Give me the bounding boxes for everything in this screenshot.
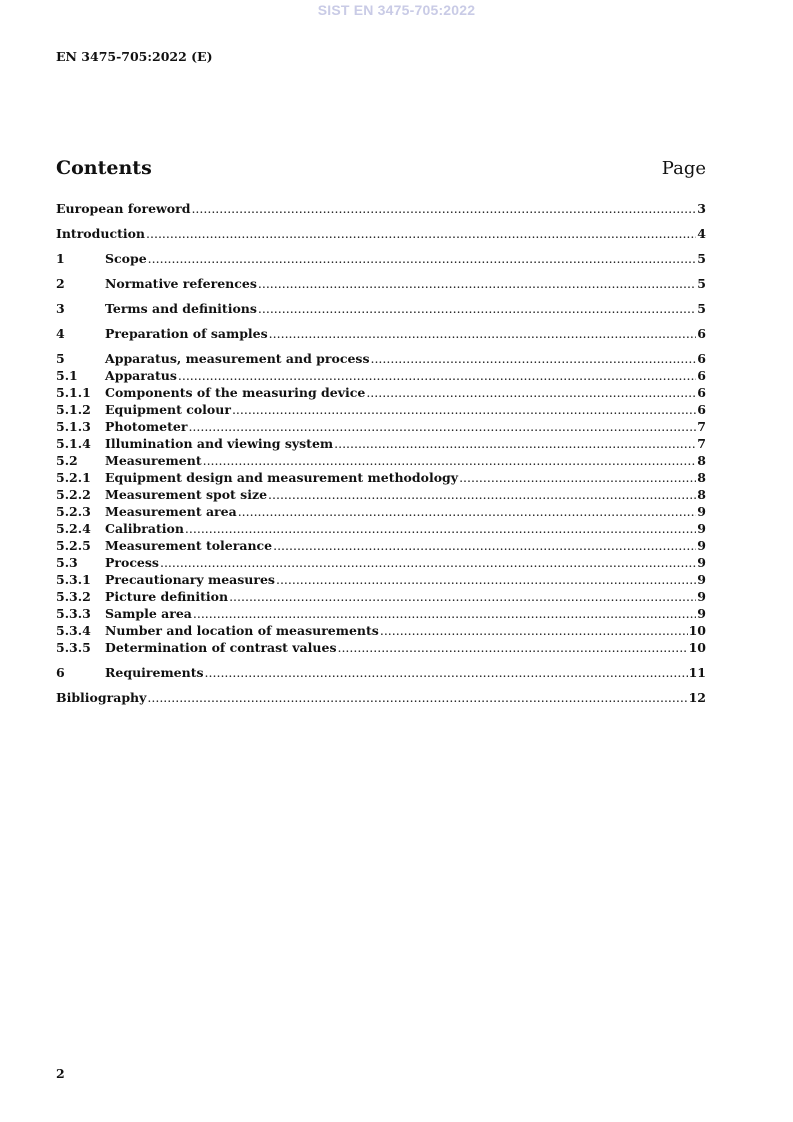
toc-dot-leader: [370, 350, 696, 367]
toc-entry-title: Terms and definitions: [105, 301, 257, 316]
toc-entry-title: Apparatus, measurement and process: [105, 351, 370, 366]
toc-entry[interactable]: [56, 367, 706, 384]
toc-entry-number: 5.3: [56, 555, 78, 570]
toc-dot-leader: [459, 469, 696, 486]
toc-entry-page: 12: [688, 690, 706, 705]
toc-entry-number: 1: [56, 251, 65, 266]
toc-dot-leader: [205, 664, 688, 681]
toc-entry-title: Introduction: [56, 226, 146, 241]
toc-dot-leader: [276, 571, 696, 588]
toc-entry[interactable]: [56, 250, 706, 267]
toc-entry-title: Precautionary measures: [105, 572, 275, 587]
toc-entry-page: 9: [697, 606, 706, 621]
toc-entry-number: 5.2.5: [56, 538, 91, 553]
toc-entry-title: Sample area: [105, 606, 192, 621]
toc-entry[interactable]: [56, 554, 706, 571]
toc-entry[interactable]: [56, 486, 706, 503]
toc-entry-title: Requirements: [105, 665, 204, 680]
toc-dot-leader: [193, 605, 696, 622]
toc-entry-page: 5: [697, 276, 706, 291]
toc-entry[interactable]: [56, 350, 706, 367]
toc-dot-leader: [268, 486, 696, 503]
toc-entry-title: European foreword: [56, 201, 191, 216]
toc-entry-number: 5.1: [56, 368, 78, 383]
toc-dot-leader: [178, 367, 696, 384]
toc-entry[interactable]: [56, 325, 706, 342]
toc-entry-number: 6: [56, 665, 65, 680]
toc-entry-page: 9: [697, 538, 706, 553]
toc-entry-number: 5.3.2: [56, 589, 91, 604]
toc-entry-page: 7: [697, 419, 706, 434]
toc-entry-page: 7: [697, 436, 706, 451]
toc-entry-title: Number and location of measurements: [105, 623, 379, 638]
toc-entry-page: 5: [697, 251, 706, 266]
toc-entry[interactable]: [56, 503, 706, 520]
page-number: 2: [56, 1066, 65, 1081]
toc-entry-number: 5.1.2: [56, 402, 91, 417]
toc-entry[interactable]: [56, 689, 706, 706]
toc-entry-page: 6: [697, 385, 706, 400]
toc-entry-title: Components of the measuring device: [105, 385, 366, 400]
toc-dot-leader: [380, 622, 688, 639]
toc-entry-page: 6: [697, 351, 706, 366]
toc-dot-leader: [146, 225, 696, 242]
toc-entry-number: 5.3.5: [56, 640, 91, 655]
toc-entry-number: 2: [56, 276, 65, 291]
toc-entry[interactable]: [56, 401, 706, 418]
toc-dot-leader: [229, 588, 696, 605]
toc-entry-title: Apparatus: [105, 368, 177, 383]
table-of-contents: [56, 200, 706, 706]
watermark: SIST EN 3475-705:2022: [317, 2, 476, 18]
toc-entry-number: 5.1.1: [56, 385, 91, 400]
toc-entry-title: Picture definition: [105, 589, 229, 604]
toc-entry[interactable]: [56, 418, 706, 435]
toc-entry[interactable]: [56, 588, 706, 605]
toc-dot-leader: [334, 435, 696, 452]
toc-entry-title: Calibration: [105, 521, 184, 536]
toc-entry-title: Bibliography: [56, 690, 147, 705]
toc-entry-page: 9: [697, 572, 706, 587]
contents-title: Contents: [56, 157, 152, 179]
toc-dot-leader: [188, 418, 696, 435]
toc-entry[interactable]: [56, 435, 706, 452]
toc-dot-leader: [258, 275, 696, 292]
toc-entry-page: 8: [697, 470, 706, 485]
toc-entry-title: Measurement: [105, 453, 202, 468]
toc-entry-number: 5.3.1: [56, 572, 91, 587]
toc-entry-page: 8: [697, 453, 706, 468]
toc-entry[interactable]: [56, 384, 706, 401]
toc-dot-leader: [148, 250, 697, 267]
toc-dot-leader: [337, 639, 687, 656]
toc-dot-leader: [273, 537, 696, 554]
toc-entry-page: 9: [697, 555, 706, 570]
toc-entry-page: 6: [697, 402, 706, 417]
toc-entry-number: 5.1.3: [56, 419, 91, 434]
toc-entry-number: 4: [56, 326, 65, 341]
toc-entry[interactable]: [56, 605, 706, 622]
toc-entry[interactable]: [56, 452, 706, 469]
document-id: EN 3475-705:2022 (E): [56, 49, 213, 64]
toc-entry-number: 5.2.4: [56, 521, 91, 536]
contents-heading: [56, 157, 706, 179]
toc-entry-title: Determination of contrast values: [105, 640, 337, 655]
toc-entry[interactable]: [56, 469, 706, 486]
toc-entry[interactable]: [56, 664, 706, 681]
toc-entry-title: Measurement area: [105, 504, 237, 519]
toc-entry-page: 9: [697, 504, 706, 519]
toc-dot-leader: [269, 325, 697, 342]
toc-entry-page: 4: [697, 226, 706, 241]
toc-entry-page: 6: [697, 326, 706, 341]
toc-entry-number: 5.2.3: [56, 504, 91, 519]
toc-entry-number: 5.2.2: [56, 487, 91, 502]
toc-entry-title: Measurement tolerance: [105, 538, 273, 553]
toc-entry-number: 3: [56, 301, 65, 316]
toc-dot-leader: [191, 200, 696, 217]
toc-entry-page: 9: [697, 589, 706, 604]
toc-entry[interactable]: [56, 639, 706, 656]
toc-entry[interactable]: [56, 622, 706, 639]
toc-entry-page: 9: [697, 521, 706, 536]
toc-entry-title: Normative references: [105, 276, 257, 291]
toc-entry-title: Process: [105, 555, 159, 570]
toc-dot-leader: [185, 520, 696, 537]
toc-dot-leader: [258, 300, 696, 317]
toc-dot-leader: [366, 384, 696, 401]
toc-entry-page: 11: [688, 665, 706, 680]
toc-entry-title: Scope: [105, 251, 147, 266]
toc-entry-number: 5.2: [56, 453, 78, 468]
toc-entry-title: Photometer: [105, 419, 188, 434]
toc-entry[interactable]: [56, 520, 706, 537]
toc-entry[interactable]: [56, 537, 706, 554]
toc-dot-leader: [232, 401, 696, 418]
toc-entry-number: 5.3.4: [56, 623, 91, 638]
toc-entry-page: 10: [688, 640, 706, 655]
toc-entry-title: Equipment colour: [105, 402, 231, 417]
toc-entry-number: 5: [56, 351, 65, 366]
toc-entry-page: 3: [697, 201, 706, 216]
toc-entry-title: Preparation of samples: [105, 326, 268, 341]
toc-entry-title: Equipment design and measurement methodology: [105, 470, 459, 485]
toc-entry-page: 10: [688, 623, 706, 638]
toc-entry-number: 5.3.3: [56, 606, 91, 621]
toc-entry-page: 6: [697, 368, 706, 383]
toc-entry[interactable]: [56, 275, 706, 292]
toc-dot-leader: [160, 554, 696, 571]
toc-entry-title: Illumination and viewing system: [105, 436, 334, 451]
toc-dot-leader: [147, 689, 687, 706]
toc-entry[interactable]: [56, 225, 706, 242]
toc-entry-page: 8: [697, 487, 706, 502]
page-column-label: Page: [661, 158, 706, 179]
toc-entry-number: 5.1.4: [56, 436, 91, 451]
toc-entry[interactable]: [56, 571, 706, 588]
toc-entry-number: 5.2.1: [56, 470, 91, 485]
toc-entry[interactable]: [56, 200, 706, 217]
toc-entry-title: Measurement spot size: [105, 487, 268, 502]
toc-dot-leader: [203, 452, 697, 469]
toc-entry[interactable]: [56, 300, 706, 317]
toc-dot-leader: [238, 503, 697, 520]
toc-entry-page: 5: [697, 301, 706, 316]
